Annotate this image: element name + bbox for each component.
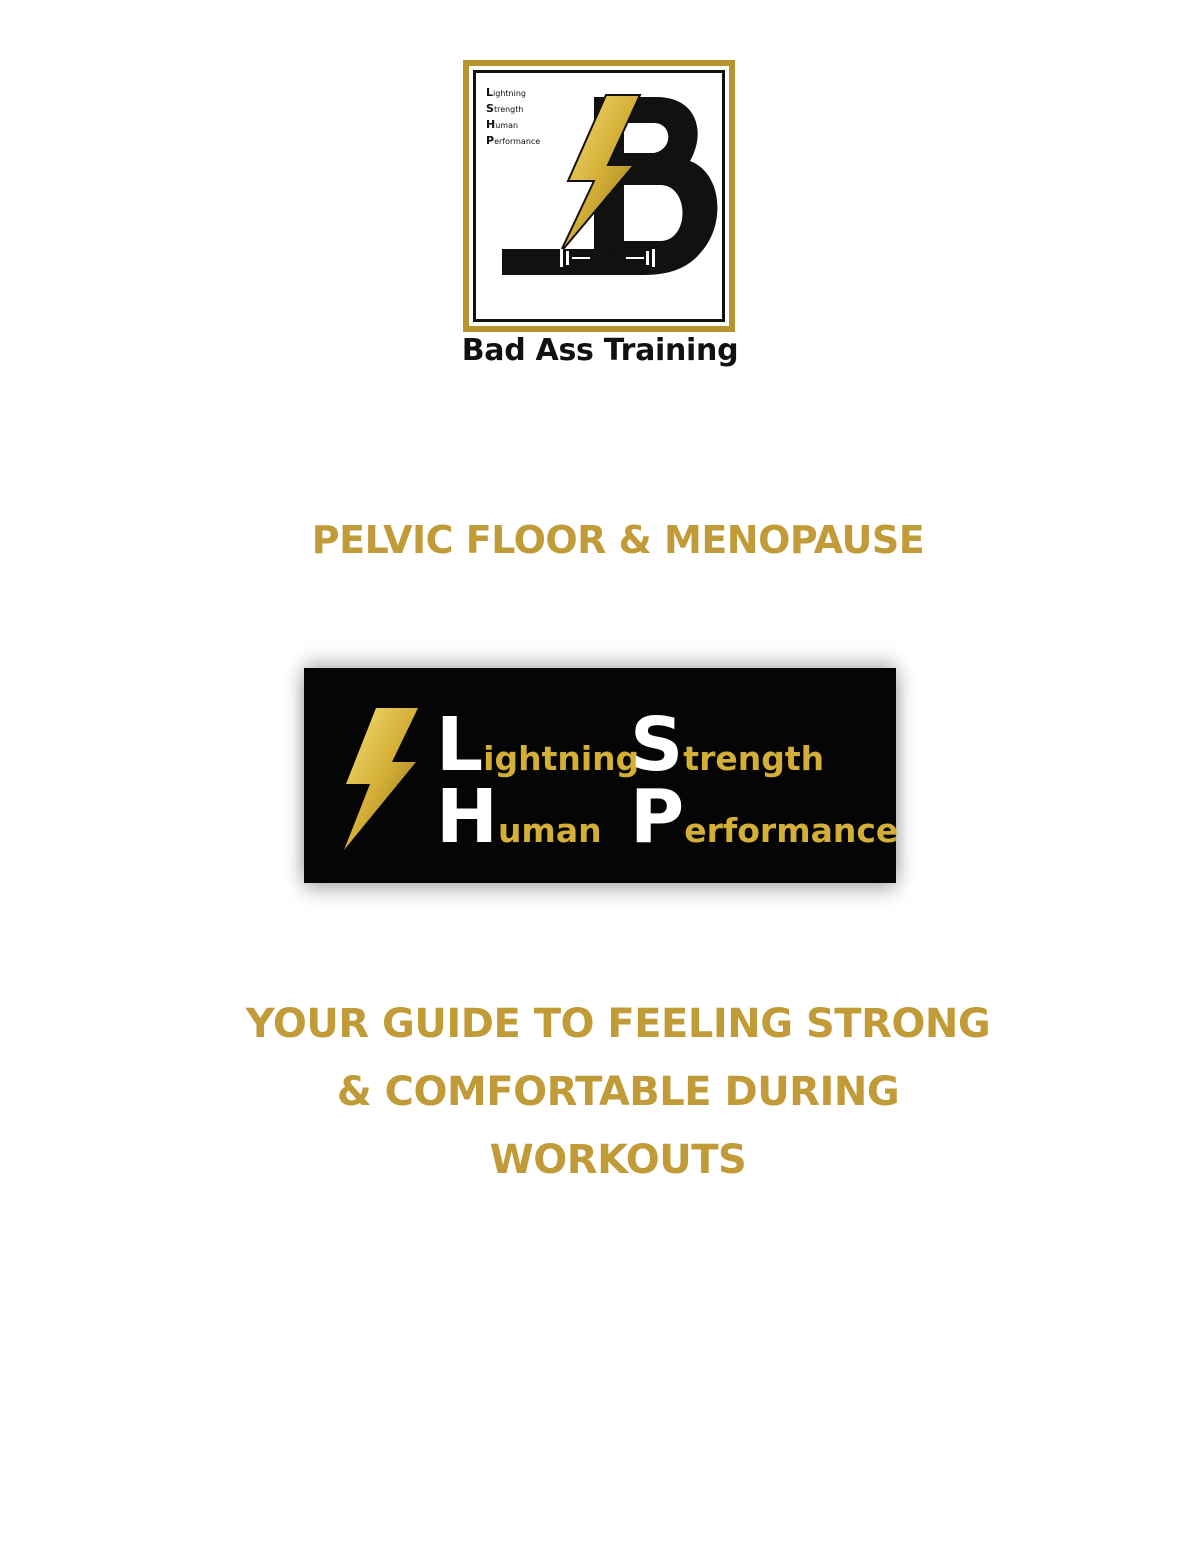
guide-line: WORKOUTS — [489, 1137, 747, 1183]
banner-word-performance: Performance — [630, 774, 899, 860]
mini-acronym — [486, 85, 540, 149]
mini-acronym-line: Performance — [486, 134, 541, 147]
banner-word-strength: Strength — [630, 702, 825, 788]
brand-name: Bad Ass Training — [461, 333, 739, 368]
top-logo — [463, 60, 735, 332]
guide-line: & COMFORTABLE DURING — [336, 1069, 900, 1115]
mini-acronym-line: Lightning — [486, 86, 526, 99]
mini-acronym-line: Human — [486, 118, 519, 131]
top-logo-frame — [473, 70, 725, 322]
page-title: PELVIC FLOOR & MENOPAUSE — [311, 518, 925, 562]
mini-acronym-line: Strength — [486, 102, 524, 115]
guide-subtitle — [0, 990, 1200, 1194]
lightning-bolt-icon — [340, 706, 420, 851]
banner-word-lightning: Lightning — [436, 702, 640, 788]
banner-word-human: Human — [436, 774, 602, 860]
lshp-banner — [304, 668, 899, 883]
guide-line: YOUR GUIDE TO FEELING STRONG — [245, 1001, 991, 1047]
